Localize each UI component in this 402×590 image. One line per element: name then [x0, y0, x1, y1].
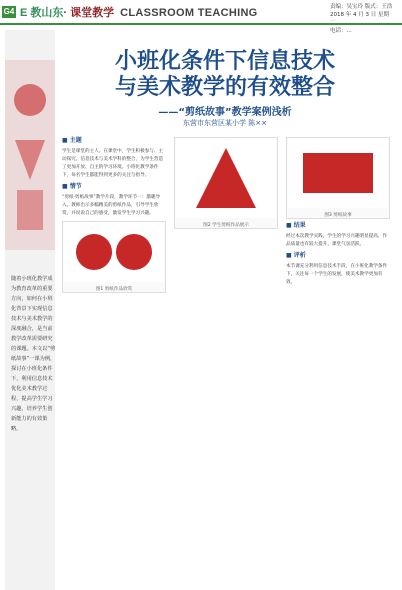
meta-line: 电话：...	[330, 28, 352, 34]
masthead-section: · 课堂教学	[63, 7, 115, 19]
article-subtitle: ——“剪纸故事”教学案例浅析	[158, 107, 292, 118]
section-head: ■ 情节	[62, 183, 82, 190]
article-title	[60, 48, 390, 100]
figure-1-caption: 图1 剪纸作品欣赏	[95, 287, 133, 292]
header-rule	[0, 23, 402, 25]
header-meta	[330, 3, 394, 35]
section-body: 本节课充分利用信息技术手段，在小班化教学条件下，关注每一个学生的发展，使美术教学更加有效。	[286, 264, 388, 285]
figure-1-image	[63, 222, 165, 282]
figure-2	[174, 137, 278, 229]
masthead-english: CLASSROOM TEACHING	[120, 7, 258, 19]
column-1	[62, 134, 166, 296]
figure-3-caption: 图3 剪纸故事	[324, 213, 352, 218]
section-body: “剪纸·剪纸故事”教学片段，教学环节一：激趣导入。教师出示多幅精美的剪纸作品，引导学生欣赏，并说说自己的感受，激发学生学习兴趣。	[62, 195, 161, 216]
figure-3-image	[287, 138, 389, 208]
title-line-1: 小班化条件下信息技术	[114, 48, 335, 73]
section-head: ■ 评析	[286, 252, 306, 259]
section-body: 经过本次教学实践，学生的学习兴趣明显提高，作品质量也有较大提升，课堂气氛活跃。	[286, 234, 388, 247]
section-head: ■ 主题	[62, 137, 82, 144]
column-2	[174, 134, 278, 232]
title-line-2: 与美术教学的有效整合	[114, 74, 335, 99]
masthead	[20, 4, 258, 20]
article-author: 东营市东营区某小学 陈××	[183, 119, 267, 127]
section-body: 学生是课堂的主人。在课堂中，学生积极参与、主动探究。信息技术与美术学科的整合，为学生营造了更加开放、自主的学习环境。小班化教学条件下，每名学生都能得到更多的关注与指导。	[62, 149, 164, 178]
column-3	[286, 134, 390, 289]
figure-3	[286, 137, 390, 219]
page-tag: G4	[3, 7, 15, 16]
abstract-text: 随着小班化教学成为教育改革的重要方向，如何在小班化背景下实现信息技术与美术教学的深度融合，是当前教学改革需要研究的课题。本文以“剪纸故事”一课为例，探讨在小班化条件下，利用信息技术优化美术教学过程，提高学生学习兴趣，培养学生创新能力的有效策略。	[11, 276, 56, 432]
section-head: ■ 结果	[286, 222, 306, 229]
meta-line: 2018 年 4 月 3 日 星期	[330, 12, 389, 18]
masthead-left: E 教山东	[20, 7, 64, 19]
article-body	[62, 134, 398, 582]
page-header	[0, 0, 402, 34]
figure-2-caption: 图2 学生剪纸作品展示	[203, 223, 249, 228]
figure-1	[62, 221, 166, 293]
figure-2-image	[175, 138, 277, 218]
left-sidebar	[5, 30, 55, 590]
meta-line: 责编：吴宝玲 版式：王浩	[330, 4, 393, 10]
paper-cut-decoration	[5, 60, 55, 250]
